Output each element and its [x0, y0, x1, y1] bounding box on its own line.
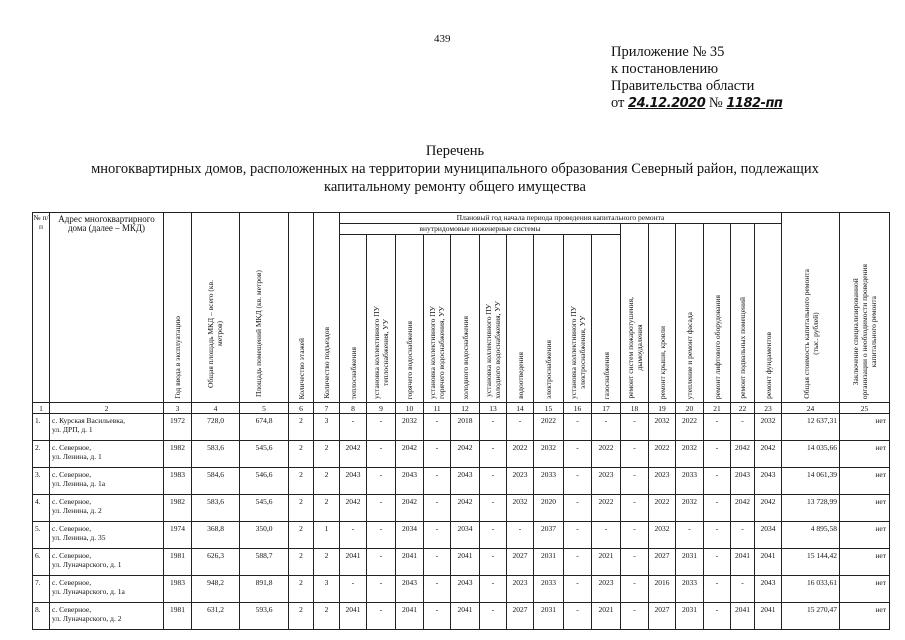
appendix-line-1: Приложение № 35 [611, 44, 725, 60]
table-cell: 4 895,58 [782, 522, 840, 549]
table-cell: 2043 [755, 468, 782, 495]
table-cell: - [731, 576, 755, 603]
row-number: 8. [33, 603, 50, 630]
table-cell: - [424, 495, 451, 522]
column-number: 20 [676, 403, 704, 414]
table-cell: - [704, 414, 731, 441]
title-line-3: капитальному ремонту общего имущества [324, 179, 586, 195]
table-cell: 1981 [164, 549, 192, 576]
table-cell: 2043 [451, 468, 480, 495]
header-drainage: водоотведения [507, 235, 534, 403]
address-cell [50, 549, 164, 576]
address-line-2: ул. ДРП, д. 1 [52, 425, 93, 434]
table-cell: 2032 [649, 522, 676, 549]
table-cell: 2043 [451, 576, 480, 603]
header-hot-water: горячего водоснабжения [396, 235, 424, 403]
row-number: 5. [33, 522, 50, 549]
table-cell: 2023 [507, 576, 534, 603]
table-cell: 2041 [755, 549, 782, 576]
table-cell: 2 [289, 522, 314, 549]
header-conclusion: Заключение специализированной организации о необходимости проведения капитального ремонта [840, 213, 890, 403]
table-row [33, 414, 890, 441]
address-line-1: с. Курская Васильевка, [52, 416, 125, 425]
table-cell: 2034 [755, 522, 782, 549]
table-cell: 2042 [755, 495, 782, 522]
table-cell: 593,6 [240, 603, 289, 630]
table-cell: 2031 [676, 603, 704, 630]
column-number: 23 [755, 403, 782, 414]
column-number: 17 [592, 403, 621, 414]
table-cell: - [367, 549, 396, 576]
table-cell: 1983 [164, 468, 192, 495]
table-cell: 583,6 [192, 441, 240, 468]
table-cell: - [704, 441, 731, 468]
table-cell: 2041 [396, 603, 424, 630]
table-cell: 1974 [164, 522, 192, 549]
table-cell: 2021 [592, 549, 621, 576]
column-number: 10 [396, 403, 424, 414]
table-cell: - [704, 495, 731, 522]
table-cell: 2041 [340, 549, 367, 576]
table-cell: 2032 [507, 495, 534, 522]
table-cell: 2042 [731, 495, 755, 522]
header-cold-meter: установка коллективного ПУ холодного водоснабжения, УУ [480, 235, 507, 403]
table-cell: - [704, 549, 731, 576]
page-number: 439 [434, 33, 451, 45]
header-electricity: электроснабжения [534, 235, 564, 403]
table-cell: - [480, 603, 507, 630]
table-cell: 2042 [451, 495, 480, 522]
address-line-2: ул. Ленина, д. 1а [52, 479, 106, 488]
table-cell: 2 [314, 468, 340, 495]
table-cell: 2031 [676, 549, 704, 576]
table-row [33, 603, 890, 630]
table-cell: - [704, 522, 731, 549]
table-cell: 2022 [592, 441, 621, 468]
header-gas: газоснабжения [592, 235, 621, 403]
table-cell: - [340, 414, 367, 441]
table-cell: - [507, 414, 534, 441]
table-cell: 2033 [676, 576, 704, 603]
table-cell: - [367, 441, 396, 468]
table-cell: 15 144,42 [782, 549, 840, 576]
address-line-2: ул. Луначарского, д. 1 [52, 560, 122, 569]
table-row [33, 468, 890, 495]
table-cell: 13 728,99 [782, 495, 840, 522]
table-cell: 12 637,31 [782, 414, 840, 441]
address-line-1: с. Северное, [52, 605, 92, 614]
table-cell: - [424, 549, 451, 576]
table-cell: 350,0 [240, 522, 289, 549]
table-cell: 2027 [507, 549, 534, 576]
table-cell: - [621, 414, 649, 441]
address-cell [50, 414, 164, 441]
table-cell: 2032 [676, 495, 704, 522]
table-cell: 2033 [534, 468, 564, 495]
table-cell: 2022 [649, 441, 676, 468]
table-cell: 2041 [755, 603, 782, 630]
row-number: 4. [33, 495, 50, 522]
header-entrances: Количество подъездов [314, 213, 340, 403]
title-line-1: Перечень [425, 143, 485, 159]
table-cell: 2023 [649, 468, 676, 495]
table-cell: - [340, 522, 367, 549]
table-cell: нет [840, 495, 890, 522]
column-number: 21 [704, 403, 731, 414]
table-cell: - [480, 468, 507, 495]
address-cell [50, 576, 164, 603]
column-number: 11 [424, 403, 451, 414]
table-cell: 2043 [396, 576, 424, 603]
table-cell: - [564, 495, 592, 522]
table-cell: 2042 [451, 441, 480, 468]
table-cell: - [704, 576, 731, 603]
table-cell: 674,8 [240, 414, 289, 441]
row-number: 7. [33, 576, 50, 603]
column-number: 19 [649, 403, 676, 414]
header-lift: ремонт лифтового оборудования [704, 224, 731, 403]
address-cell [50, 441, 164, 468]
table-cell: - [507, 522, 534, 549]
table-cell: - [424, 441, 451, 468]
address-line-1: с. Северное, [52, 443, 92, 452]
table-cell: - [564, 414, 592, 441]
table-cell: 2 [289, 603, 314, 630]
table-cell: - [592, 414, 621, 441]
column-number: 14 [507, 403, 534, 414]
table-cell: нет [840, 468, 890, 495]
column-number: 2 [50, 403, 164, 414]
table-cell: 2022 [534, 414, 564, 441]
table-cell: 2041 [731, 549, 755, 576]
address-line-1: с. Северное, [52, 497, 92, 506]
appendix-prefix: от [611, 95, 625, 111]
address-cell [50, 495, 164, 522]
table-cell: 2 [314, 495, 340, 522]
appendix-line-2: к постановлению [611, 61, 719, 77]
table-cell: 2022 [649, 495, 676, 522]
table-cell: 2043 [755, 576, 782, 603]
column-number: 18 [621, 403, 649, 414]
table-cell: 2027 [649, 603, 676, 630]
table-cell: - [424, 414, 451, 441]
column-number: 12 [451, 403, 480, 414]
table-cell: 546,6 [240, 468, 289, 495]
table-row [33, 549, 890, 576]
table-cell: 2041 [451, 549, 480, 576]
table-cell: - [564, 441, 592, 468]
table-cell: 728,0 [192, 414, 240, 441]
table-cell: - [621, 522, 649, 549]
table-cell: - [592, 522, 621, 549]
table-cell: - [564, 522, 592, 549]
table-cell: 2022 [507, 441, 534, 468]
header-floors: Количество этажей [289, 213, 314, 403]
table-cell: - [424, 468, 451, 495]
address-line-2: ул. Луначарского, д. 2 [52, 614, 122, 623]
column-number: 16 [564, 403, 592, 414]
header-internal-systems: внутридомовые инженерные системы [340, 224, 621, 235]
header-roof: ремонт крыши, кровли [649, 224, 676, 403]
table-cell: 2033 [676, 468, 704, 495]
header-cold-water: холодного водоснабжения [451, 235, 480, 403]
header-cost: Общая стоимость капитального ремонта (тыс. рублей) [782, 213, 840, 403]
table-cell: 2 [289, 414, 314, 441]
table-cell: 948,2 [192, 576, 240, 603]
row-number: 2. [33, 441, 50, 468]
table-cell: - [621, 468, 649, 495]
table-cell: нет [840, 576, 890, 603]
table-cell: 3 [314, 576, 340, 603]
table-cell: - [424, 603, 451, 630]
table-cell: 1983 [164, 576, 192, 603]
appendix-number: 1182-пп [726, 96, 783, 111]
table-cell: 2027 [507, 603, 534, 630]
appendix-line-3: Правительства области [611, 78, 755, 94]
table-cell: 1981 [164, 603, 192, 630]
address-line-2: ул. Ленина, д. 2 [52, 506, 102, 515]
table-cell: 588,7 [240, 549, 289, 576]
header-area-total: Общая площадь МКД – всего (кв. метров) [192, 213, 240, 403]
column-number: 3 [164, 403, 192, 414]
address-line-1: с. Северное, [52, 470, 92, 479]
table-cell: 1982 [164, 495, 192, 522]
table-cell: - [480, 495, 507, 522]
table-cell: 2042 [731, 441, 755, 468]
table-cell: нет [840, 603, 890, 630]
header-heat-meter: установка коллективного ПУ теплоснабжения, УУ [367, 235, 396, 403]
header-elec-meter: установка коллективного ПУ электроснабжения, УУ [564, 235, 592, 403]
header-area-rooms: Площадь помещений МКД (кв. метров) [240, 213, 289, 403]
table-cell: - [367, 522, 396, 549]
column-number-row [33, 403, 890, 414]
table-cell: - [367, 495, 396, 522]
table-cell: 2042 [396, 441, 424, 468]
address-line-1: с. Северное, [52, 578, 92, 587]
table-cell: 16 033,61 [782, 576, 840, 603]
table-cell: - [704, 468, 731, 495]
table-cell: 2018 [451, 414, 480, 441]
header-basement: ремонт подвальных помещений [731, 224, 755, 403]
title-line-2: многоквартирных домов, расположенных на территории муниципального образования Северный район, подлежащих [91, 161, 819, 177]
column-number: 22 [731, 403, 755, 414]
table-cell: нет [840, 441, 890, 468]
table-cell: 1982 [164, 441, 192, 468]
table-cell: 2 [289, 495, 314, 522]
table-cell: 2 [314, 549, 340, 576]
column-number: 6 [289, 403, 314, 414]
table-cell: 2032 [649, 414, 676, 441]
column-number: 15 [534, 403, 564, 414]
column-number: 1 [33, 403, 50, 414]
address-cell [50, 468, 164, 495]
table-cell: 2023 [592, 468, 621, 495]
header-hot-meter: установка коллективного ПУ горячего водоснабжения, УУ [424, 235, 451, 403]
table-cell: 14 061,39 [782, 468, 840, 495]
table-cell: 2033 [534, 576, 564, 603]
table-cell: 2021 [592, 603, 621, 630]
table-cell: 2031 [534, 549, 564, 576]
header-address: Адрес многоквартирного дома (далее – МКД) [50, 213, 164, 403]
table-cell: нет [840, 414, 890, 441]
table-cell: 15 270,47 [782, 603, 840, 630]
table-cell: 2016 [649, 576, 676, 603]
table-cell: 2 [289, 441, 314, 468]
table-row [33, 441, 890, 468]
table-cell: - [676, 522, 704, 549]
table-body [33, 414, 890, 630]
row-number: 3. [33, 468, 50, 495]
table-cell: 2032 [676, 441, 704, 468]
address-line-1: с. Северное, [52, 551, 92, 560]
column-number: 24 [782, 403, 840, 414]
table-cell: 626,3 [192, 549, 240, 576]
table-cell: - [564, 468, 592, 495]
table-cell: 2042 [340, 441, 367, 468]
table-cell: 2032 [755, 414, 782, 441]
table-cell: 3 [314, 414, 340, 441]
table-cell: 584,6 [192, 468, 240, 495]
table-cell: - [367, 576, 396, 603]
table-cell: - [480, 441, 507, 468]
table-cell: 2 [314, 441, 340, 468]
table-cell: 2023 [592, 576, 621, 603]
column-number: 7 [314, 403, 340, 414]
table-cell: 2 [289, 576, 314, 603]
table-cell: - [480, 414, 507, 441]
table-cell: - [480, 576, 507, 603]
table-cell: 2023 [507, 468, 534, 495]
appendix-no-sign: № [708, 95, 723, 111]
appendix-block [611, 44, 782, 112]
table-cell: 2034 [451, 522, 480, 549]
address-line-2: ул. Луначарского, д. 1а [52, 587, 125, 596]
table-cell: 2042 [396, 495, 424, 522]
table-cell: 2043 [731, 468, 755, 495]
table-cell: 583,6 [192, 495, 240, 522]
table-row [33, 495, 890, 522]
appendix-date: 24.12.2020 [628, 96, 706, 111]
table-cell: - [564, 603, 592, 630]
address-line-2: ул. Ленина, д. 1 [52, 452, 102, 461]
table-cell: - [621, 576, 649, 603]
row-number: 6. [33, 549, 50, 576]
address-cell [50, 603, 164, 630]
table-cell: 545,6 [240, 495, 289, 522]
header-foundation: ремонт фундаментов [755, 224, 782, 403]
table-cell: 2027 [649, 549, 676, 576]
address-line-2: ул. Ленина, д. 35 [52, 533, 106, 542]
table-cell: - [367, 414, 396, 441]
table-cell: - [424, 576, 451, 603]
table-cell: 2022 [592, 495, 621, 522]
header-facade: утепление и ремонт фасада [676, 224, 704, 403]
table-row [33, 576, 890, 603]
table-cell: 2 [289, 549, 314, 576]
address-line-1: с. Северное, [52, 524, 92, 533]
header-npp: № п/п [33, 213, 50, 403]
header-planned: Плановый год начала периода проведения капитального ремонта [340, 213, 782, 224]
table-cell: нет [840, 549, 890, 576]
table-cell: 631,2 [192, 603, 240, 630]
table-cell: 2041 [340, 603, 367, 630]
appendix-line-4 [611, 95, 782, 112]
row-number: 1. [33, 414, 50, 441]
table-cell: - [564, 576, 592, 603]
repair-table [32, 212, 890, 630]
table-cell: 545,6 [240, 441, 289, 468]
table-cell: 2 [314, 603, 340, 630]
document-title [40, 142, 870, 196]
table-cell: - [424, 522, 451, 549]
header-year: Год ввода в эксплуатацию [164, 213, 192, 403]
table-cell: 2042 [340, 495, 367, 522]
table-cell: 2034 [396, 522, 424, 549]
table-cell: 2041 [396, 549, 424, 576]
table-cell: 2037 [534, 522, 564, 549]
table-cell: 2032 [534, 441, 564, 468]
table-cell: нет [840, 522, 890, 549]
table-cell: 2041 [451, 603, 480, 630]
table-cell: 368,8 [192, 522, 240, 549]
column-number: 5 [240, 403, 289, 414]
column-number: 4 [192, 403, 240, 414]
column-number: 9 [367, 403, 396, 414]
table-cell: - [621, 603, 649, 630]
table-cell: - [564, 549, 592, 576]
table-cell: 2042 [755, 441, 782, 468]
table-cell: - [367, 468, 396, 495]
table-cell: 2 [289, 468, 314, 495]
column-number: 25 [840, 403, 890, 414]
table-cell: - [480, 522, 507, 549]
table-cell: - [704, 603, 731, 630]
table-cell: - [731, 414, 755, 441]
table-cell: 2031 [534, 603, 564, 630]
column-number: 13 [480, 403, 507, 414]
table-cell: - [621, 549, 649, 576]
table-cell: 2032 [396, 414, 424, 441]
table-cell: 1 [314, 522, 340, 549]
table-cell: 2022 [676, 414, 704, 441]
header-fire: ремонт систем пожаротушения, дымоудаления [621, 224, 649, 403]
table-cell: 14 035,66 [782, 441, 840, 468]
column-number: 8 [340, 403, 367, 414]
table-cell: 2043 [340, 468, 367, 495]
table-cell: 1972 [164, 414, 192, 441]
table-cell: 2020 [534, 495, 564, 522]
table-cell: - [340, 576, 367, 603]
table-cell: - [367, 603, 396, 630]
table-cell: - [621, 495, 649, 522]
address-cell [50, 522, 164, 549]
table-cell: - [480, 549, 507, 576]
table-row [33, 522, 890, 549]
table-cell: 891,8 [240, 576, 289, 603]
table-cell: 2041 [731, 603, 755, 630]
table-cell: - [621, 441, 649, 468]
table-cell: 2043 [396, 468, 424, 495]
header-heat: теплоснабжения [340, 235, 367, 403]
table-cell: - [731, 522, 755, 549]
